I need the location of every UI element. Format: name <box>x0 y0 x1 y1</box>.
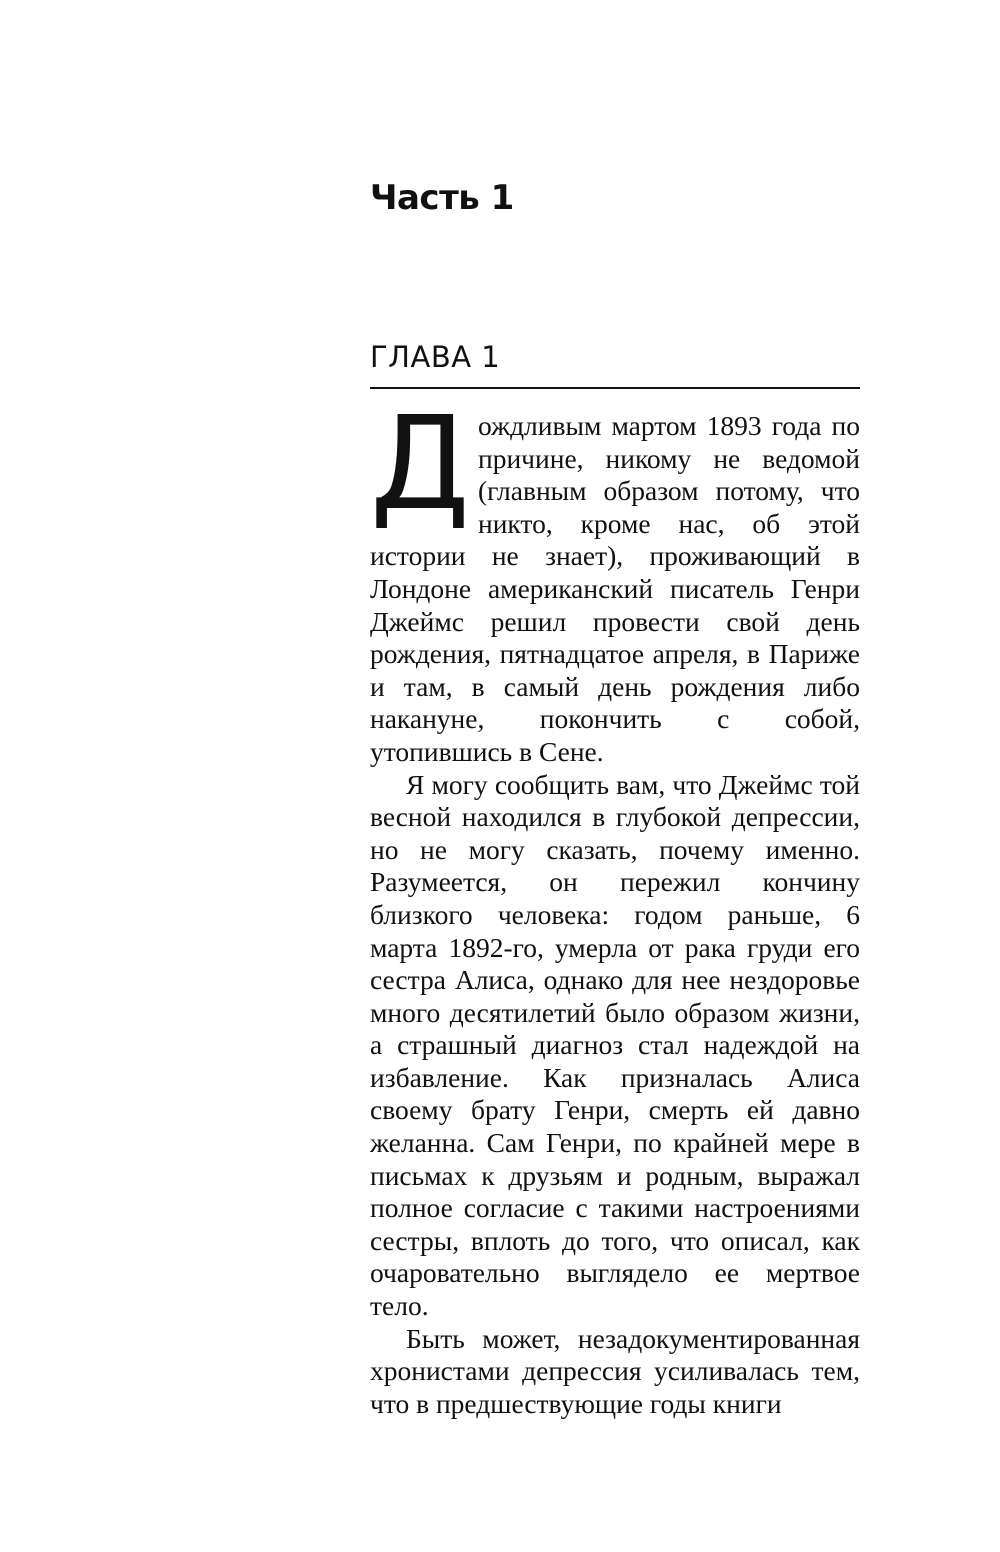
chapter-body <box>370 390 860 1420</box>
paragraph-1-text: ождливым мартом 1893 года по причине, никому не ведомой (главным образом потому, что никто, кроме нас, об этой истории не знает), проживающий в Лондоне американский писатель Генри Джеймс решил провести свой день рождения, пятнадцатое апреля, в Париже и там, в самый день рождения либо накануне, покончить с собой, утопившись в Сене. <box>370 410 860 767</box>
chapter-divider <box>370 387 860 389</box>
paragraph-2: Я могу сообщить вам, что Джеймс той весной находился в глубокой депрессии, но не могу сказать, почему именно. Разумеется, он пережил кончину близкого человека: годом раньше, 6 марта 1892-го, умерла от рака груди его сестра Алиса, однако для нее нездоровье много десятилетий было образом жизни, а страшный диагноз стал надеждой на избавление. Как призналась Алиса своему брату Генри, смерть ей давно желанна. Сам Генри, по крайней мере в письмах к друзьям и родным, выражал полное согласие с такими настроениями сестры, вплоть до того, что описал, как очаровательно выглядело ее мертвое тело. <box>370 768 860 1322</box>
part-title: Часть 1 <box>370 178 514 218</box>
chapter-title: ГЛАВА 1 <box>370 340 501 374</box>
paragraph-1 <box>370 390 860 769</box>
drop-cap: Д <box>370 390 470 539</box>
paragraph-3: Быть может, незадокументированная хронистами депрессия усиливалась тем, что в предшествующие годы книги <box>370 1322 860 1419</box>
